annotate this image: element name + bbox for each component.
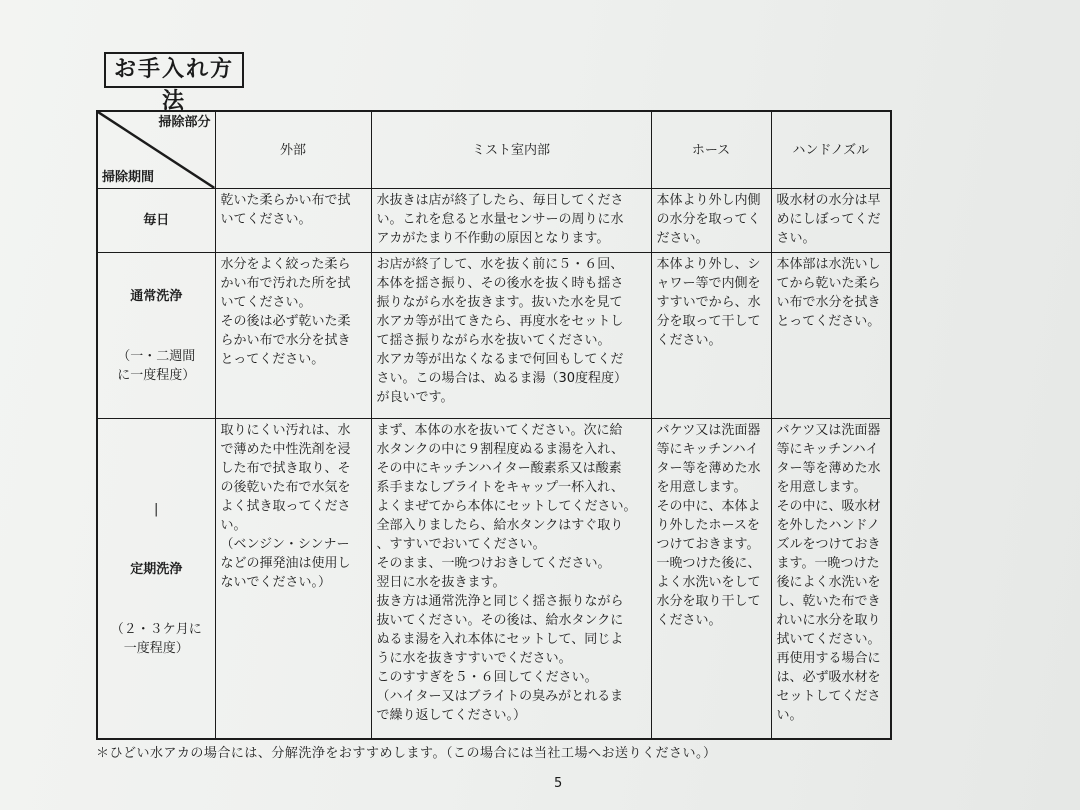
period-cell-daily	[97, 189, 215, 253]
table-cell: まず、本体の水を抜いてください。次に給 水タンクの中に９割程度ぬるま湯を入れ、 その中にキッチンハイター酸素系又は酸素 系手まなしブライトをキャップ一杯入れ、 よくまぜてから本体にセットしてください。 全部入りましたら、給水タンクはすぐ取り 、すすいでおいてください。 そのまま、一晩つけおきしてください。 翌日に水を抜きます。 抜き方は通常洗浄と同じく揺さ振りながら 抜いてください。その後は、給水タンクに ぬるま湯を入れ本体にセットして、同じよ うに水を抜きすすいでください。 このすすぎを５・６回してください。 （ハイター又はブライトの臭みがとれるま で繰り返してください。）	[371, 419, 651, 740]
column-header-hand-nozzle: ハンドノズル	[771, 111, 891, 189]
page-title: お手入れ方法	[104, 52, 244, 88]
period-cell-regular	[97, 253, 215, 419]
column-header-exterior: 外部	[215, 111, 371, 189]
table-cell: 本体部は水洗いし てから乾いた柔ら い布で水分を拭き とってください。	[771, 253, 891, 419]
period-name: 毎日	[143, 213, 170, 228]
table-row-daily	[97, 189, 891, 253]
table-cell: 乾いた柔らかい布で拭 いてください。	[215, 189, 371, 253]
header-row	[97, 111, 891, 189]
table-row-regular	[97, 253, 891, 419]
corner-label-area: 掃除部分	[158, 115, 211, 130]
table-cell: お店が終了して、水を抜く前に５・６回、 本体を揺さ振り、その後水を抜く時も揺さ 振りながら水を抜きます。抜いた水を見て 水アカ等が出てきたら、再度水をセットし て揺さ振りながら水を抜いてください。 水アカ等が出なくなるまで何回もしてくだ さい。この場合は、ぬるま湯（30度程度） が良いです。	[371, 253, 651, 419]
care-table	[96, 110, 892, 740]
page-number: 5	[554, 776, 563, 791]
table-cell: 本体より外し、シ ャワー等で内側を すすいでから、水 分を取って干して ください。	[651, 253, 771, 419]
table-cell: 水分をよく絞った柔ら かい布で汚れた所を拭 いてください。 その後は必ず乾いた柔 らかい布で水分を拭き とってください。	[215, 253, 371, 419]
period-frequency: （２・３ケ月に 一度程度）	[110, 621, 202, 656]
period-frequency: （一・二週間 に一度程度）	[117, 348, 196, 383]
footnote: ＊ひどい水アカの場合には、分解洗浄をおすすめします。（この場合には当社工場へお送りください。）	[96, 746, 717, 761]
period-cell-periodic	[97, 419, 215, 740]
period-name: 通常洗浄	[130, 288, 183, 304]
table-cell: 水抜きは店が終了したら、毎日してくださ い。これを怠ると水量センサーの周りに水 アカがたまり不作動の原因となります。	[371, 189, 651, 253]
table-cell: バケツ又は洗面器 等にキッチンハイ ター等を薄めた水 を用意します。 その中に、本体よ り外したホースを つけておきます。 一晩つけた後に、 よく水洗いをして 水分を取り干して ください。	[651, 419, 771, 740]
table-cell: バケツ又は洗面器 等にキッチンハイ ター等を薄めた水 を用意します。 その中に、吸水材 を外したハンドノ ズルをつけておき ます。一晩つけた 後によく水洗いを し、乾いた布でき れいに水分を取り 拭いてください。 再使用する場合に は、必ず吸水材を セットしてくださ い。	[771, 419, 891, 740]
period-name: 定期洗浄	[130, 561, 183, 577]
table-cell: 取りにくい汚れは、水 で薄めた中性洗剤を浸 した布で拭き取り、そ の後乾いた布で水気を よく拭き取ってくださ い。 （ベンジン・シンナー などの揮発油は使用し ないでください。）	[215, 419, 371, 740]
table-row-periodic	[97, 419, 891, 740]
column-header-hose: ホース	[651, 111, 771, 189]
table-cell: 本体より外し内側 の水分を取ってく ださい。	[651, 189, 771, 253]
corner-label-period: 掃除期間	[102, 170, 155, 185]
period-mark: |	[154, 501, 159, 517]
table-cell: 吸水材の水分は早 めにしぼってくだ さい。	[771, 189, 891, 253]
corner-header	[97, 111, 215, 189]
column-header-mist-chamber: ミスト室内部	[371, 111, 651, 189]
